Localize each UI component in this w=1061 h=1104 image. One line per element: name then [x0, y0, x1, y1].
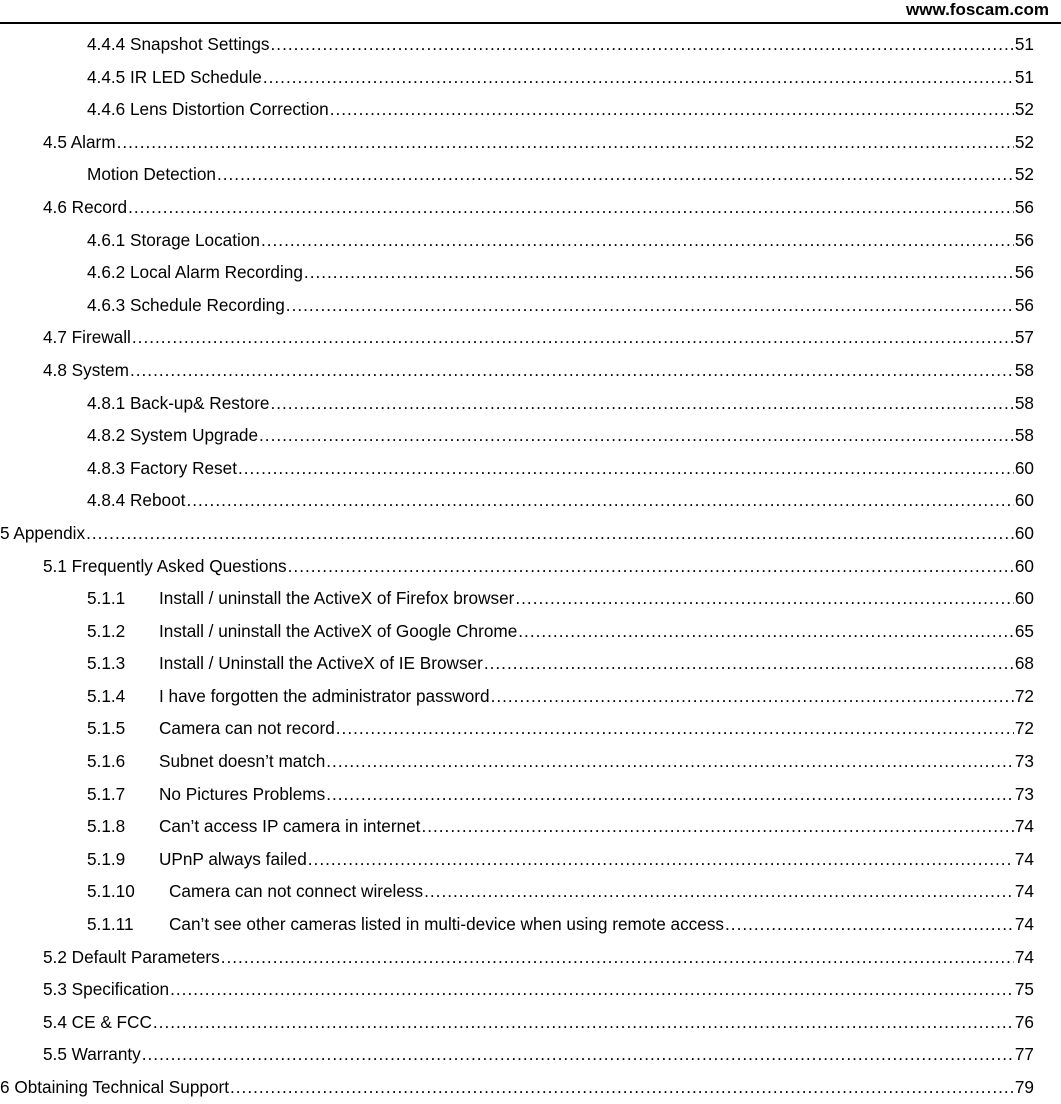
toc-entry[interactable]	[0, 908, 1061, 941]
dot-leader	[336, 718, 1014, 738]
toc-entry[interactable]	[0, 810, 1061, 843]
dot-leader	[142, 1044, 1014, 1064]
dot-leader	[132, 327, 1014, 347]
toc-entry-page: 79	[1014, 1077, 1034, 1097]
dot-leader	[153, 1012, 1014, 1032]
toc-entry-page: 57	[1014, 327, 1034, 348]
dot-leader	[130, 360, 1014, 380]
toc-entry-page: 68	[1014, 653, 1034, 674]
toc-entry[interactable]	[0, 875, 1061, 908]
toc-entry-page: 58	[1014, 425, 1034, 446]
toc-entry[interactable]	[0, 354, 1061, 387]
toc-entry-title: 5.1.10 Camera can not connect wireless	[87, 875, 423, 908]
toc-entry-title: 5.1.1 Install / uninstall the ActiveX of Firefox browser	[87, 582, 514, 615]
toc-entry-title: 4.6.1 Storage Location	[87, 229, 260, 250]
dot-leader	[259, 425, 1014, 445]
toc-entry-title: 4.5 Alarm	[43, 131, 116, 152]
toc-entry-title: 4.8 System	[43, 359, 129, 380]
toc-entry[interactable]	[0, 93, 1061, 126]
toc-entry-page: 60	[1014, 555, 1034, 576]
toc-entry-title: 5.1.9 UPnP always failed	[87, 843, 307, 876]
toc-entry-title: 4.6 Record	[43, 196, 128, 217]
dot-leader	[725, 914, 1014, 934]
dot-leader	[271, 34, 1014, 54]
toc-entry-page: 75	[1014, 979, 1034, 1000]
dot-leader	[304, 262, 1014, 282]
toc-entry-page: 60	[1014, 457, 1034, 478]
toc-entry-title: 5.1 Frequently Asked Questions	[43, 555, 287, 576]
toc-entry-number: 5.1.8	[87, 816, 126, 837]
toc-entry[interactable]	[0, 745, 1061, 778]
dot-leader	[308, 849, 1014, 869]
dot-leader	[484, 653, 1014, 673]
dot-leader	[424, 881, 1014, 901]
toc-entry-title: 4.4.5 IR LED Schedule	[87, 66, 262, 87]
toc-entry[interactable]	[0, 289, 1061, 322]
dot-leader	[261, 230, 1014, 250]
toc-entry-page: 73	[1014, 783, 1034, 804]
toc-entry[interactable]	[0, 452, 1061, 485]
toc-entry[interactable]	[0, 191, 1061, 224]
dot-leader	[518, 621, 1014, 641]
toc-entry[interactable]	[0, 224, 1061, 257]
toc-entry-title: 5.2 Default Parameters	[43, 946, 220, 967]
toc-entry[interactable]	[0, 126, 1061, 159]
toc-entry-number: 5.1.1	[87, 588, 126, 609]
toc-entry-title: 6 Obtaining Technical Support	[0, 1077, 229, 1097]
toc-entry-page: 60	[1014, 588, 1034, 609]
toc-entry-page: 76	[1014, 1011, 1034, 1032]
toc-entry[interactable]	[0, 680, 1061, 713]
dot-leader	[515, 588, 1014, 608]
toc-entry[interactable]	[0, 973, 1061, 1006]
toc-entry-page: 74	[1014, 816, 1034, 837]
toc-entry-number: 5.1.6	[87, 751, 126, 772]
dot-leader	[117, 132, 1014, 152]
toc-entry-title: 4.8.2 System Upgrade	[87, 425, 259, 446]
toc-entry-title: Motion Detection	[87, 164, 216, 185]
toc-entry[interactable]	[0, 1071, 1061, 1104]
toc-entry-number: 5.1.9	[87, 848, 126, 869]
toc-entry-title: 4.4.6 Lens Distortion Correction	[87, 99, 329, 120]
dot-leader	[326, 784, 1014, 804]
toc-entry-title: 5.5 Warranty	[43, 1044, 141, 1065]
toc-entry-page: 56	[1014, 196, 1034, 217]
toc-entry-page: 74	[1014, 914, 1034, 935]
toc-entry-page: 52	[1014, 99, 1034, 120]
dot-leader	[421, 816, 1013, 836]
toc-entry-title: 4.6.3 Schedule Recording	[87, 294, 285, 315]
toc-entry[interactable]	[0, 778, 1061, 811]
toc-entry-title: 5 Appendix	[0, 522, 86, 543]
toc-entry-page: 51	[1014, 34, 1034, 54]
toc-entry-page: 56	[1014, 262, 1034, 283]
page-header	[0, 0, 1061, 24]
dot-leader	[186, 490, 1013, 510]
toc-entry-number: 5.1.3	[87, 653, 126, 674]
toc-entry-number: 5.1.7	[87, 783, 126, 804]
toc-entry-title: 5.1.7 No Pictures Problems	[87, 778, 325, 811]
toc-entry[interactable]	[0, 615, 1061, 648]
toc-entry-title: 4.4.4 Snapshot Settings	[87, 34, 270, 54]
toc-entry-page: 73	[1014, 751, 1034, 772]
toc-entry-title: 5.4 CE & FCC	[43, 1011, 152, 1032]
toc-entry-page: 56	[1014, 229, 1034, 250]
dot-leader	[270, 393, 1013, 413]
toc-entry[interactable]	[0, 712, 1061, 745]
toc-entry-page: 60	[1014, 522, 1034, 543]
dot-leader	[86, 523, 1014, 543]
toc-entry[interactable]	[0, 582, 1061, 615]
toc-entry[interactable]	[0, 1006, 1061, 1039]
toc-entry[interactable]	[0, 419, 1061, 452]
toc-entry-title: 5.3 Specification	[43, 979, 170, 1000]
toc-entry-title: 5.1.6 Subnet doesn’t match	[87, 745, 325, 778]
dot-leader	[330, 99, 1014, 119]
toc-entry-title: 5.1.5 Camera can not record	[87, 712, 335, 745]
dot-leader	[230, 1077, 1014, 1097]
toc-entry[interactable]	[0, 941, 1061, 974]
toc-entry-title: 5.1.11 Can’t see other cameras listed in multi-device when using remote access	[87, 908, 724, 941]
toc-entry-title: 5.1.3 Install / Uninstall the ActiveX of IE Browser	[87, 647, 483, 680]
toc-entry-page: 74	[1014, 946, 1034, 967]
toc-entry[interactable]	[0, 387, 1061, 420]
toc-entry-title: 5.1.2 Install / uninstall the ActiveX of Google Chrome	[87, 615, 517, 648]
toc-entry-number: 5.1.4	[87, 685, 126, 706]
toc-entry-page: 65	[1014, 620, 1034, 641]
dot-leader	[286, 295, 1014, 315]
toc-entry-page: 74	[1014, 881, 1034, 902]
toc-entry-number: 5.1.2	[87, 620, 126, 641]
toc-entry-page: 58	[1014, 359, 1034, 380]
toc-entry-title: 4.8.4 Reboot	[87, 490, 186, 511]
toc-entry-number: 5.1.5	[87, 718, 126, 739]
toc-entry-title: 4.8.3 Factory Reset	[87, 457, 237, 478]
toc-entry-number: 5.1.10	[87, 881, 135, 902]
toc-entry-page: 52	[1014, 131, 1034, 152]
toc-entry[interactable]	[0, 517, 1061, 550]
dot-leader	[326, 751, 1014, 771]
toc-entry[interactable]	[0, 550, 1061, 583]
toc-entry-page: 72	[1014, 685, 1034, 706]
toc-entry-page: 56	[1014, 294, 1034, 315]
toc-entry-title: 5.1.4 I have forgotten the administrator password	[87, 680, 490, 713]
toc-entry[interactable]	[0, 647, 1061, 680]
toc-entry-title: 4.6.2 Local Alarm Recording	[87, 262, 303, 283]
toc-entry[interactable]	[0, 843, 1061, 876]
toc-entry[interactable]	[0, 61, 1061, 94]
dot-leader	[288, 556, 1014, 576]
dot-leader	[263, 67, 1014, 87]
toc-entry-page: 52	[1014, 164, 1034, 185]
site-url: www.foscam.com	[906, 0, 1049, 19]
dot-leader	[221, 947, 1014, 967]
toc-entry-page: 51	[1014, 66, 1034, 87]
toc-entry-title: 5.1.8 Can’t access IP camera in internet	[87, 810, 420, 843]
dot-leader	[491, 686, 1014, 706]
toc-entry[interactable]	[0, 1038, 1061, 1071]
toc-entry-title: 4.7 Firewall	[43, 327, 131, 348]
toc-entry-title: 4.8.1 Back-up& Restore	[87, 392, 270, 413]
toc-entry-page: 74	[1014, 848, 1034, 869]
toc-entry-number: 5.1.11	[87, 914, 134, 935]
table-of-contents	[0, 28, 1061, 1104]
dot-leader	[217, 164, 1014, 184]
toc-entry[interactable]	[0, 158, 1061, 191]
dot-leader	[128, 197, 1014, 217]
toc-entry-page: 58	[1014, 392, 1034, 413]
toc-entry-page: 72	[1014, 718, 1034, 739]
toc-entry[interactable]	[0, 28, 1061, 61]
toc-entry[interactable]	[0, 256, 1061, 289]
toc-entry-page: 77	[1014, 1044, 1034, 1065]
toc-entry-page: 60	[1014, 490, 1034, 511]
dot-leader	[170, 979, 1014, 999]
toc-entry[interactable]	[0, 321, 1061, 354]
dot-leader	[238, 458, 1014, 478]
toc-entry[interactable]	[0, 484, 1061, 517]
